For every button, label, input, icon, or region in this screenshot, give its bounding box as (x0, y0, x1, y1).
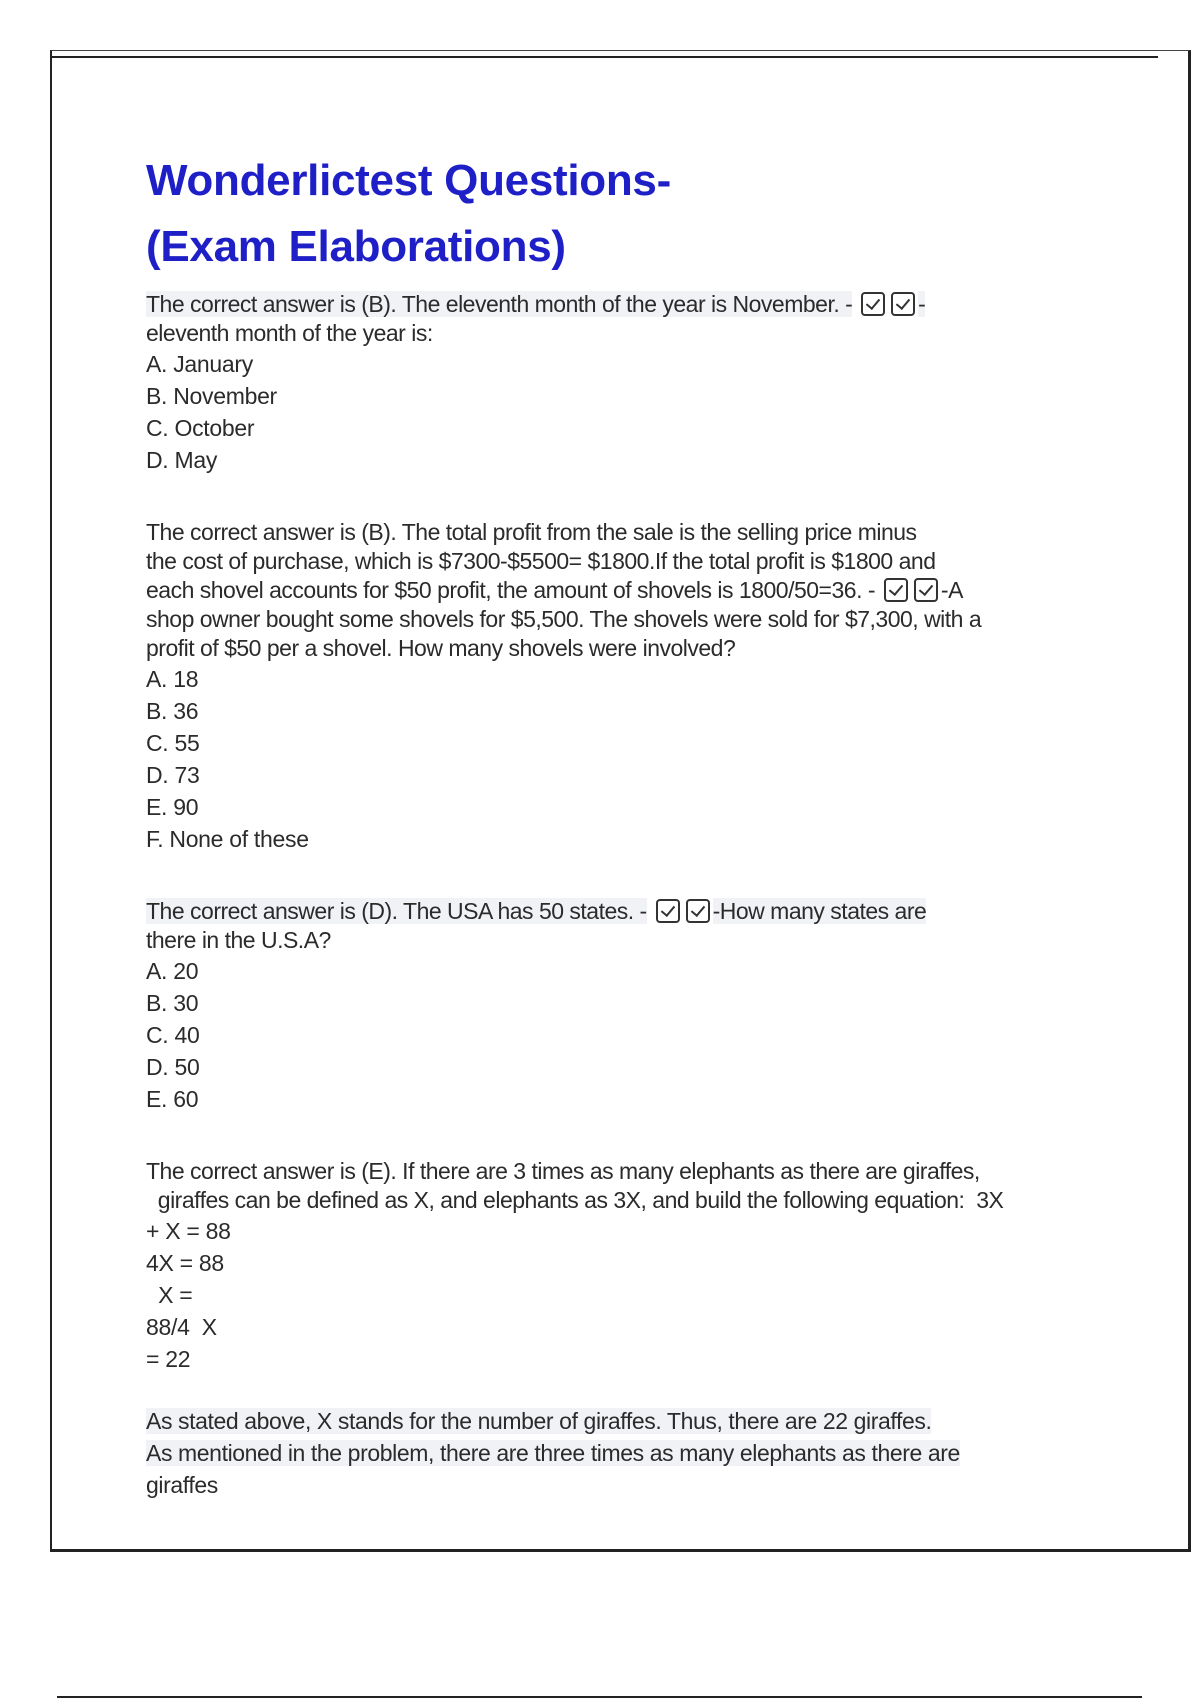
option: E. 90 (146, 794, 199, 820)
option: C. 40 (146, 1022, 200, 1048)
equation-line: 88/4 X (146, 1314, 217, 1340)
answer-text: The correct answer is (D). The USA has 50 states. - (146, 898, 647, 924)
conclusion-line: As mentioned in the problem, there are three times as many elephants as there are (146, 1440, 960, 1466)
option: A. 20 (146, 958, 199, 984)
option: C. 55 (146, 730, 200, 756)
question-text: there in the U.S.A? (146, 927, 331, 953)
conclusion-paragraph (146, 1405, 1076, 1501)
option: F. None of these (146, 826, 309, 852)
explanation-line: the cost of purchase, which is $7300-$5500= $1800.If the total profit is $1800 and (146, 548, 936, 574)
option: E. 60 (146, 1086, 199, 1112)
answer-explanation (146, 518, 1076, 663)
option: B. 30 (146, 990, 199, 1016)
equation-line: 4X = 88 (146, 1250, 224, 1276)
explanation-line: The correct answer is (B). The total profit from the sale is the selling price minus (146, 519, 917, 545)
document-body (146, 148, 1076, 1501)
question-text: profit of $50 per a shovel. How many shovels were involved? (146, 635, 736, 661)
explanation-line: each shovel accounts for $50 profit, the amount of shovels is 1800/50=36. - (146, 577, 876, 603)
question-text: shop owner bought some shovels for $5,500. The shovels were sold for $7,300, with a (146, 606, 982, 632)
equation-line: + X = 88 (146, 1218, 231, 1244)
question-text: eleventh month of the year is: (146, 320, 433, 346)
title-line-2: (Exam Elaborations) (146, 222, 566, 271)
answer-text: The correct answer is (B). The eleventh month of the year is November. - (146, 291, 853, 317)
option: A. January (146, 351, 253, 377)
separator: - (918, 291, 926, 317)
equation-line: = 22 (146, 1346, 191, 1372)
option: D. 50 (146, 1054, 200, 1080)
checkbox-checked-icon (884, 578, 908, 602)
explanation-line: The correct answer is (E). If there are 3 times as many elephants as there are giraffes, (146, 1158, 980, 1184)
option: A. 18 (146, 666, 199, 692)
question-block-2 (146, 518, 1076, 855)
question-block-4 (146, 1157, 1076, 1375)
answer-explanation (146, 290, 1076, 348)
conclusion-line: giraffes (146, 1472, 218, 1498)
checkbox-checked-icon (656, 899, 680, 923)
conclusion-line: As stated above, X stands for the number of giraffes. Thus, there are 22 giraffes. (146, 1408, 932, 1434)
checkbox-checked-icon (686, 899, 710, 923)
question-text: -How many states are (712, 898, 927, 924)
question-block-1 (146, 290, 1076, 476)
bottom-rule (57, 1696, 1142, 1698)
top-rule (52, 56, 1158, 58)
equation-line: X = (146, 1282, 193, 1308)
answer-explanation (146, 1157, 1076, 1215)
option: B. 36 (146, 698, 199, 724)
document-title (146, 148, 1076, 280)
option: C. October (146, 415, 255, 441)
title-line-1: Wonderlictest Questions- (146, 156, 671, 205)
option: D. May (146, 447, 218, 473)
question-block-3 (146, 897, 1076, 1115)
answer-explanation (146, 897, 1076, 955)
option: B. November (146, 383, 277, 409)
option: D. 73 (146, 762, 200, 788)
explanation-line: giraffes can be defined as X, and elephants as 3X, and build the following equation: 3X (146, 1187, 1004, 1213)
checkbox-checked-icon (914, 578, 938, 602)
checkbox-checked-icon (861, 292, 885, 316)
checkbox-checked-icon (891, 292, 915, 316)
separator: -A (940, 577, 963, 603)
